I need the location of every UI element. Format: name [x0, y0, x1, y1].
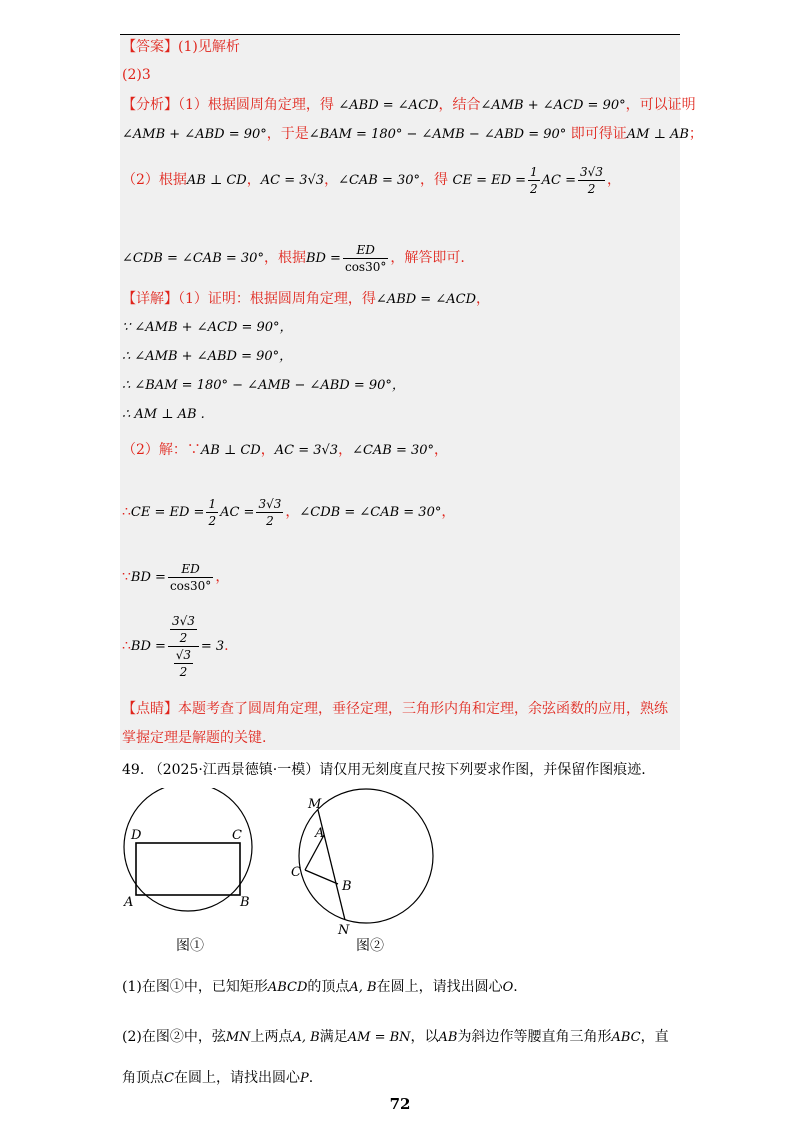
math-expr: ∠AMB + ∠ABD = 90°	[122, 127, 267, 142]
fig2-label-n: N	[338, 923, 350, 938]
fraction: $\frac{ED}{\cos 30^\circ}$	[344, 242, 387, 274]
analysis-line-4	[122, 238, 465, 279]
fig1-circle	[124, 788, 252, 911]
fig1-label-a: A	[124, 895, 134, 910]
math-expr: AC = 3√3	[274, 443, 339, 458]
analysis-text: ，得	[420, 172, 449, 188]
fig2-label-m: M	[308, 797, 322, 812]
answer-part1: (1)见解析	[178, 39, 240, 55]
analysis-text: 即可得证	[570, 126, 627, 142]
math-expr: ∠ABD = ∠ACD	[375, 292, 476, 307]
detail-text: ∴	[122, 504, 131, 520]
math-expr: BD =	[130, 639, 166, 654]
fig2-caption: 图②	[356, 938, 384, 954]
fig2-label-b: B	[342, 879, 352, 894]
analysis-line-2	[122, 124, 703, 145]
math-expr: ∠CAB = 30°	[338, 173, 421, 188]
fig1-label-b: B	[240, 895, 250, 910]
comment-text: 本题考查了圆周角定理，垂径定理，三角形内角和定理，余弦函数的应用，熟练	[178, 701, 668, 717]
math-expr: AC =	[541, 173, 577, 188]
detail-line-3: ∴ ∠AMB + ∠ABD = 90°，	[122, 349, 293, 364]
problem-number: 49.	[122, 762, 145, 778]
fraction: $\frac{3√3}{2}$	[580, 164, 603, 196]
detail-line-9: ∴BD = $\frac{\frac{3√3}{2}}{\frac{√3}{2}}$ = 3.	[122, 613, 229, 679]
detail-text: （1）证明：根据圆周角定理，得	[178, 291, 376, 307]
analysis-label: 【分析】	[122, 97, 178, 113]
fraction: $\frac{1}{2}$	[208, 496, 217, 528]
math-expr: = 3	[200, 639, 225, 654]
fraction: $\frac{1}{2}$	[530, 164, 538, 196]
math-expr: ∠BAM = 180° − ∠AMB − ∠ABD = 90°	[308, 127, 567, 142]
fig2-label-c: C	[291, 865, 301, 880]
fraction: $\frac{ED}{\cos 30^\circ}$	[169, 561, 212, 593]
problem-text: 请仅用无刻度直尺按下列要求作图，并保留作图痕迹.	[319, 762, 646, 778]
math-expr: ∠CAB = 30°	[352, 443, 435, 458]
comment-line-1	[122, 699, 668, 719]
comment-label: 【点睛】	[122, 701, 178, 717]
analysis-text: ，于是	[266, 126, 309, 142]
fig1-label-d: D	[131, 828, 142, 843]
detail-text: ，	[476, 291, 490, 307]
analysis-text: ，	[606, 172, 621, 188]
answer-part2: (2)3	[122, 67, 151, 83]
detail-line-2: ∵ ∠AMB + ∠ACD = 90°，	[122, 320, 293, 335]
detail-text: ∴	[122, 638, 131, 654]
detail-line-1	[122, 289, 490, 310]
problem-figures	[0, 788, 800, 988]
detail-line-7: ∴CE = ED = $\frac{1}{2}$ AC = $\frac{3√3}{2}$ ，∠CDB = ∠CAB = 30°，	[122, 496, 456, 528]
fraction: $\frac{3√3}{2}$	[258, 496, 282, 528]
analysis-text: （2）根据	[122, 172, 187, 188]
math-expr: ∠CDB = ∠CAB = 30°	[122, 251, 264, 266]
question-2-cont: 角顶点C在圆上，请找出圆心P.	[122, 1070, 314, 1086]
math-expr: AC = 3√3	[260, 173, 325, 188]
analysis-text: ；	[688, 126, 703, 142]
fig1-caption: 图①	[176, 938, 204, 954]
analysis-text: ，可以证明	[625, 97, 696, 113]
detail-text: ∵	[122, 569, 131, 585]
detail-line-5: ∴ AM ⊥ AB .	[122, 407, 205, 422]
analysis-text: ，结合	[438, 97, 481, 113]
analysis-text: ，根据	[263, 250, 306, 266]
math-expr: BD =	[305, 251, 341, 266]
fig1-label-c: C	[232, 828, 242, 843]
analysis-text: ，解答即可.	[390, 250, 465, 266]
problem-source: （2025·江西景德镇·一模）	[148, 762, 320, 778]
math-expr: AM ⊥ AB	[626, 127, 689, 142]
answer-label: 【答案】	[122, 39, 178, 55]
page-number: 72	[389, 1095, 411, 1113]
question-1: (1)在图①中，已知矩形ABCD的顶点A, B在圆上，请找出圆心O.	[122, 979, 518, 995]
detail-line-8: ∵BD = $\frac{ED}{\cos 30^\circ}$ ，	[122, 561, 230, 593]
detail-label: 【详解】	[122, 291, 178, 307]
math-expr: ∠AMB + ∠ACD = 90°	[480, 98, 626, 113]
comment-line-2: 掌握定理是解题的关键.	[122, 730, 267, 746]
math-expr: CE = ED =	[452, 173, 527, 188]
fig1-rectangle	[136, 843, 240, 895]
math-expr: AB ⊥ CD	[186, 173, 247, 188]
analysis-line-1	[122, 95, 696, 116]
math-expr: ∠CDB = ∠CAB = 30°	[299, 505, 442, 520]
question-2: (2)在图②中，弦MN上两点A, B满足AM = BN，以AB为斜边作等腰直角三角形ABC，直	[122, 1029, 669, 1045]
detail-line-6: （2）解：∵AB ⊥ CD，AC = 3√3，∠CAB = 30°，	[122, 442, 449, 458]
analysis-line-3: （2）根据AB ⊥ CD，AC = 3√3，∠CAB = 30°，得 CE = ED = $\frac{1}{2}$ AC = $\frac{3√3}{2}$ ，	[122, 164, 621, 196]
problem-header	[122, 760, 646, 780]
math-expr: BD =	[130, 570, 166, 585]
math-expr: ∠ABD = ∠ACD	[338, 98, 439, 113]
fig2-label-a: A	[315, 826, 325, 841]
complex-fraction: $\frac{\frac{3√3}{2}}{\frac{√3}{2}}$	[168, 613, 199, 680]
math-expr: AB ⊥ CD	[200, 443, 261, 458]
detail-line-4: ∴ ∠BAM = 180° − ∠AMB − ∠ABD = 90°，	[122, 378, 405, 393]
math-expr: AC =	[220, 505, 255, 520]
math-expr: CE = ED =	[130, 505, 205, 520]
detail-text: （2）解：∵	[122, 442, 201, 458]
analysis-text: （1）根据圆周角定理，得	[178, 97, 334, 113]
answer-line	[122, 37, 240, 57]
